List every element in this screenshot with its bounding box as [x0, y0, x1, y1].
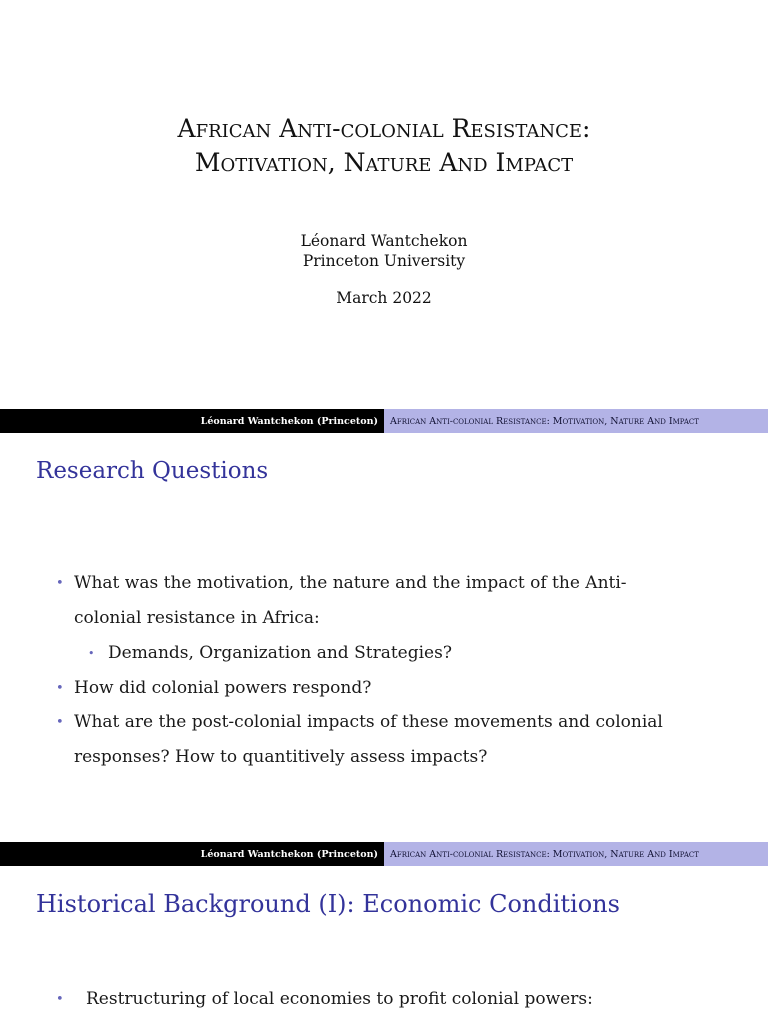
list-item: Demands, Organization and Strategies? [108, 643, 452, 663]
footer-author: Léonard Wantchekon (Princeton) [0, 409, 384, 433]
presentation-date: March 2022 [336, 289, 432, 307]
footer-author: Léonard Wantchekon (Princeton) [0, 842, 384, 866]
bullet-icon: • [56, 576, 64, 591]
list-item: What are the post-colonial impacts of these movements and colonial [74, 712, 663, 732]
author-affiliation: Princeton University [302, 252, 466, 270]
slide-title: Research Questions [36, 458, 269, 484]
slide-footer [0, 409, 768, 433]
slide-title: Historical Background (I): Economic Conditions [36, 890, 620, 918]
footer-title: African Anti-colonial Resistance: Motivation, Nature And Impact [384, 409, 768, 433]
list-item: colonial resistance in Africa: [74, 608, 320, 628]
list-item: How did colonial powers respond? [74, 678, 372, 698]
bullet-icon: • [56, 992, 64, 1007]
title-line-2: Motivation, Nature And Impact [194, 148, 574, 177]
author-name: Léonard Wantchekon [300, 232, 468, 250]
bullet-icon: • [56, 681, 64, 696]
bullet-icon: • [56, 715, 64, 730]
title-slide [0, 0, 768, 408]
list-item: Restructuring of local economies to profit colonial powers: [86, 989, 593, 1009]
list-item: responses? How to quantitively assess impacts? [74, 747, 488, 767]
footer-title: African Anti-colonial Resistance: Motivation, Nature And Impact [384, 842, 768, 866]
slide-footer [0, 842, 768, 866]
list-item: What was the motivation, the nature and the impact of the Anti- [74, 573, 627, 593]
sub-bullet-icon: • [88, 647, 95, 660]
title-line-1: African Anti-colonial Resistance: [177, 114, 591, 143]
